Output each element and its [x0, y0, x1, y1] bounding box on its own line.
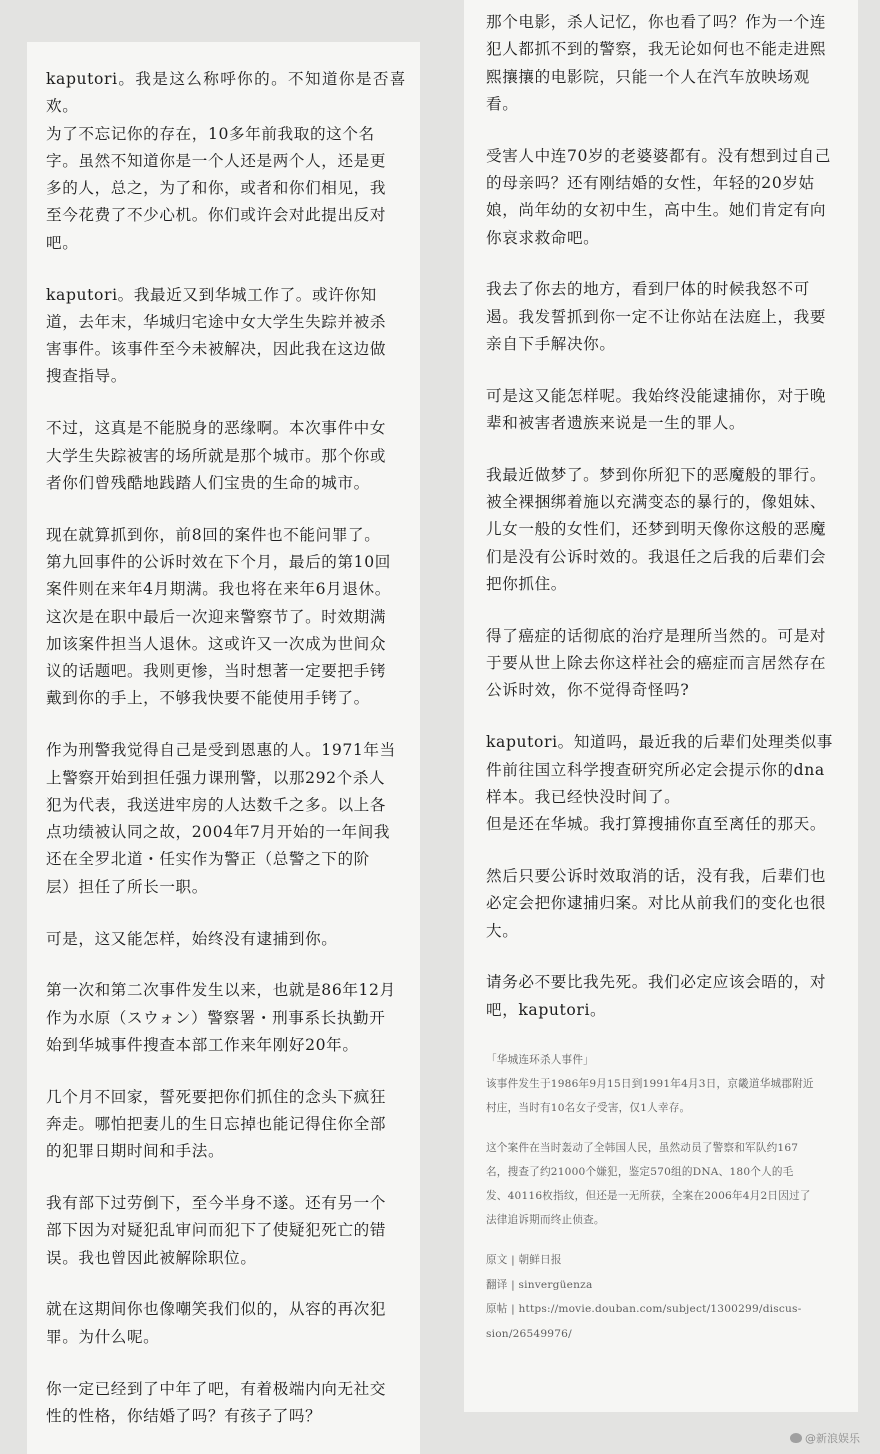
text-line: 误。我也曾因此被解除职位。	[46, 1248, 257, 1267]
weibo-watermark	[790, 1430, 860, 1446]
text-line: 你一定已经到了中年了吧，有着极端内向无社交	[46, 1379, 387, 1398]
letter-paragraph	[46, 926, 406, 953]
text-line: 亲自下手解决你。	[486, 334, 616, 353]
letter-paragraph	[486, 9, 844, 118]
text-line: 搜查指导。	[46, 367, 127, 386]
letter-paragraph	[46, 522, 406, 713]
text-line: 必定会把你逮捕归案。对比从前我们的变化也很	[486, 894, 827, 913]
text-line: 儿女一般的女性们，还梦到明天像你这般的恶魔	[486, 520, 827, 539]
text-line: 我最近做梦了。梦到你所犯下的恶魔般的罪行。	[486, 465, 827, 484]
letter-paragraph	[46, 977, 406, 1059]
text-line: 吧，kaputori。	[486, 1000, 607, 1019]
text-line: 现在就算抓到你，前8回的案件也不能问罪了。	[46, 525, 381, 544]
text-line: 样本。我已经快没时间了。	[486, 787, 681, 806]
text-line: 就在这期间你也像嘲笑我们似的，从容的再次犯	[46, 1300, 387, 1319]
text-line: 大。	[486, 921, 519, 940]
note-line: 该事件发生于1986年9月15日到1991年4月3日，京畿道华城郡附近	[486, 1078, 814, 1091]
text-line: 们是没有公诉时效的。我退任之后我的后辈们会	[486, 547, 827, 566]
text-line: 可是，这又能怎样，始终没有逮捕到你。	[46, 929, 338, 948]
text-line: 这次是在职中最后一次迎来警察节了。时效期满	[46, 607, 387, 626]
note-line: 法律追诉期而终止侦查。	[486, 1214, 605, 1227]
text-line: 第九回事件的公诉时效在下个月，最后的第10回	[46, 552, 391, 571]
letter-paragraph	[486, 863, 844, 945]
letter-paragraph	[46, 282, 406, 391]
letter-paragraph	[46, 1190, 406, 1272]
left-column	[27, 42, 420, 1454]
credit-line	[486, 1248, 844, 1273]
text-line: 的犯罪日期时间和手法。	[46, 1142, 225, 1161]
letter-paragraph	[46, 415, 406, 497]
text-line: 于要从世上除去你这样社会的癌症而言居然存在	[486, 654, 827, 673]
credit-label: 翻译	[486, 1278, 508, 1291]
letter-paragraph	[486, 276, 844, 358]
letter-paragraph	[46, 1296, 406, 1351]
text-line: 犯为代表，我送进牢房的人达数千之多。以上各	[46, 795, 387, 814]
text-line: 几个月不回家，誓死要把你们抓住的念头下疯狂	[46, 1087, 387, 1106]
text-line: 加该案件担当人退休。这或许又一次成为世间众	[46, 634, 387, 653]
text-line: 层）担任了所长一职。	[46, 877, 208, 896]
credit-value: 朝鲜日报	[518, 1254, 562, 1267]
text-line: 然后只要公诉时效取消的话，没有我，后辈们也	[486, 866, 827, 885]
note-paragraph	[486, 1136, 844, 1232]
letter-paragraph	[486, 729, 844, 838]
text-line: 性的性格，你结婚了吗？有孩子了吗？	[46, 1406, 322, 1425]
text-line: 大学生失踪被害的场所就是那个城市。那个你或	[46, 446, 387, 465]
text-line: 受害人中连70岁的老婆婆都有。没有想到过自己	[486, 146, 831, 165]
text-line: 把你抓住。	[486, 575, 567, 594]
text-line: 公诉时效，你不觉得奇怪吗?	[486, 681, 690, 700]
text-line: 害事件。该事件至今未被解决，因此我在这边做	[46, 340, 387, 359]
text-line: 罪。为什么呢。	[46, 1327, 160, 1346]
text-line: 熙攘攘的电影院，只能一个人在汽车放映场观	[486, 67, 810, 86]
text-line: 字。虽然不知道你是一个人还是两个人，还是更	[46, 151, 387, 170]
text-line: kaputori。我最近又到华城工作了。或许你知	[46, 285, 377, 304]
text-line: 作为刑警我觉得自己是受到恩惠的人。1971年当	[46, 741, 396, 760]
text-line: 请务必不要比我先死。我们必定应该会晤的，对	[486, 973, 827, 992]
letter-paragraph	[486, 623, 844, 705]
note-line: 发、40116枚指纹，但还是一无所获，全案在2006年4月2日因过了	[486, 1190, 811, 1203]
note-line: 村庄，当时有10名女子受害，仅1人幸存。	[486, 1102, 691, 1115]
text-line: 还在全罗北道・任实作为警正（总警之下的阶	[46, 850, 370, 869]
text-line: 多的人，总之，为了和你，或者和你们相见，我	[46, 179, 387, 198]
letter-paragraph	[46, 66, 406, 257]
text-line: kaputori。我是这么称呼你的。不知道你是否喜欢。	[46, 70, 406, 116]
credit-url-continuation: sion/26549976/	[486, 1327, 572, 1340]
note-paragraph	[486, 1072, 844, 1120]
note-line: 名，搜查了约21000个嫌犯，鉴定570组的DNA、180个人的毛	[486, 1166, 794, 1179]
credit-separator: |	[507, 1278, 519, 1291]
text-line: 那个电影，杀人记忆，你也看了吗？作为一个连	[486, 13, 827, 31]
text-line: 作为水原（スウォン）警察署・刑事系长执勤开	[46, 1008, 386, 1027]
letter-paragraph	[46, 1376, 406, 1431]
text-line: 娘，尚年幼的女初中生，高中生。她们肯定有向	[486, 201, 827, 220]
text-line: 但是还在华城。我打算搜捕你直至离任的那天。	[486, 815, 827, 834]
text-line: 不过，这真是不能脱身的恶缘啊。本次事件中女	[46, 419, 387, 438]
text-line: 吧。	[46, 233, 79, 252]
text-line: 你哀求救命吧。	[486, 228, 600, 247]
credit-value: https://movie.douban.com/subject/1300299/discus-	[518, 1303, 802, 1316]
text-line: 奔走。哪怕把妻儿的生日忘掉也能记得住你全部	[46, 1115, 387, 1133]
text-line: 案件则在来年4月期满。我也将在来年6月退休。	[46, 580, 391, 599]
letter-paragraph	[486, 143, 844, 252]
note-line: 这个案件在当时轰动了全韩国人民，虽然动员了警察和军队约167	[486, 1142, 799, 1155]
text-line: 我去了你去的地方，看到尸体的时候我怒不可	[486, 280, 810, 299]
text-line: 议的话题吧。我则更惨，当时想著一定要把手铐	[46, 662, 387, 681]
text-line: 遏。我发誓抓到你一定不让你站在法庭上，我要	[486, 307, 827, 326]
credit-value: sinvergüenza	[518, 1278, 593, 1291]
letter-paragraph	[486, 969, 844, 1024]
letter-paragraph	[486, 383, 844, 438]
text-line: 戴到你的手上，不够我快要不能使用手铐了。	[46, 689, 370, 708]
credit-separator: |	[507, 1303, 519, 1316]
text-line: 点功绩被认同之故，2004年7月开始的一年间我	[46, 823, 391, 842]
text-line: kaputori。知道吗，最近我的后辈们处理类似事	[486, 733, 833, 752]
text-line: 的母亲吗？还有刚结婚的女性，年轻的20岁姑	[486, 173, 815, 192]
text-line: 被全裸捆绑着施以充满变态的暴行的，像姐妹、	[486, 493, 827, 512]
text-line: 者你们曾残酷地践踏人们宝贵的生命的城市。	[46, 473, 370, 492]
text-line: 上警察开始到担任强力课刑警，以那292个杀人	[46, 768, 386, 787]
credit-line	[486, 1273, 844, 1298]
text-line: 可是这又能怎样呢。我始终没能逮捕你，对于晚	[486, 386, 827, 405]
letter-paragraph	[486, 462, 844, 598]
note-title: 「华城连环杀人事件」	[486, 1054, 594, 1067]
watermark-text: @新浪娱乐	[805, 1432, 860, 1445]
letter-paragraph	[46, 737, 406, 901]
text-line: 至今花费了不少心机。你们或许会对此提出反对	[46, 206, 387, 225]
credit-label: 原帖	[486, 1303, 508, 1316]
text-line: 始到华城事件搜查本部工作来年刚好20年。	[46, 1035, 359, 1054]
text-line: 道，去年末，华城归宅途中女大学生失踪并被杀	[46, 312, 387, 331]
text-line: 看。	[486, 94, 519, 113]
text-line: 第一次和第二次事件发生以来，也就是86年12月	[46, 981, 396, 1000]
text-line: 犯人都抓不到的警察，我无论如何也不能走进熙	[486, 40, 827, 59]
text-line: 辈和被害者遗族来说是一生的罪人。	[486, 414, 746, 433]
text-line: 得了癌症的话彻底的治疗是理所当然的。可是对	[486, 626, 827, 645]
credit-line	[486, 1297, 844, 1322]
credit-label: 原文	[486, 1254, 508, 1267]
text-line: 部下因为对疑犯乱审问而犯下了使疑犯死亡的错	[46, 1221, 387, 1240]
weibo-icon	[790, 1433, 802, 1443]
credit-separator: |	[507, 1254, 519, 1267]
text-line: 件前往国立科学搜查研究所必定会提示你的dna	[486, 760, 825, 779]
letter-paragraph	[46, 1084, 406, 1166]
text-line: 为了不忘记你的存在，10多年前我取的这个名	[46, 124, 375, 143]
text-line: 我有部下过劳倒下，至今半身不遂。还有另一个	[46, 1194, 387, 1213]
right-column	[464, 0, 858, 1412]
